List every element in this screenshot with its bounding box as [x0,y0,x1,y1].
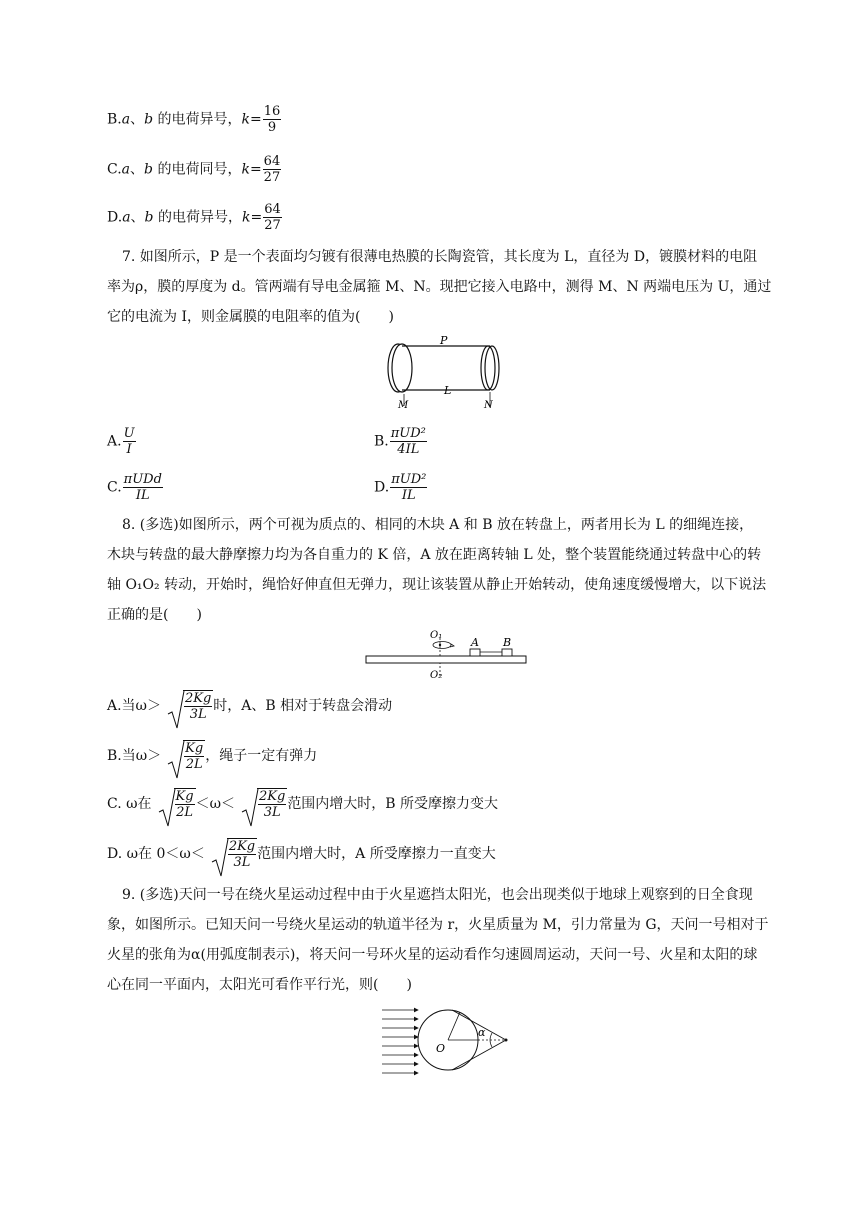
q7-figure-label-l: L [444,384,452,397]
q6-option-d: D.a、b 的电荷异号，k= $\frac{64}{27}$ [107,202,281,233]
q8-a-sqrt: $\frac{2Kg}{3L}$ [167,690,213,722]
q6-d-fraction: $\frac{64}{27}$ [264,202,281,233]
q8-figure-label-o2: O₂ [430,670,443,680]
q7-option-a: A. $\frac{U}{I}$ [107,426,135,457]
q8-c-sqrt-2: $\frac{2Kg}{3L}$ [241,788,287,820]
q7-stem-line-3: 它的电流为 I，则金属膜的电阻率的值为( ) [107,309,394,325]
q8-option-c: C. ω在 $\frac{Kg}{2L}$ ＜ω＜ $\frac{2Kg}{3L}$ 范围内增大时，B 所受摩擦力变大 [107,788,498,820]
q8-stem-line-2: 木块与转盘的最大静摩擦力均为各自重力的 K 倍，A 放在距离转轴 L 处，整个装置能绕通过转盘中心的转 [107,547,762,563]
q8-stem-line-1: 8. (多选)如图所示，两个可视为质点的、相同的木块 A 和 B 放在转盘上，两者用长为 L 的细绳连接， [122,517,754,533]
q9-mars-eclipse-figure [380,1002,520,1082]
q7-stem-line-1: 7. 如图所示，P 是一个表面均匀镀有很薄电热膜的长陶瓷管，其长度为 L，直径为 D，镀膜材料的电阻 [122,249,758,265]
q8-figure-label-b: B [503,636,512,649]
q7-option-b: B. $\frac{\text{πUD²}}{4IL}$ [374,426,426,457]
q7-figure-label-n: N [484,400,493,411]
q8-option-a: A.当ω＞ $\frac{2Kg}{3L}$ 时，A、B 相对于转盘会滑动 [107,690,392,722]
q9-stem-line-1: 9. (多选)天问一号在绕火星运动过程中由于火星遮挡太阳光，也会出现类似于地球上观察到的日全食现 [122,887,753,903]
q7-option-c: C. $\frac{\text{πUDd}}{IL}$ [107,472,162,503]
q8-stem-line-3: 轴 O₁O₂ 转动，开始时，绳恰好伸直但无弹力，现让该装置从静止开始转动，使角速度缓慢增大，以下说法 [107,577,767,593]
q7-figure-label-m: M [398,400,409,411]
q6-option-b: B.a、b 的电荷异号，k= $\frac{16}{9}$ [107,104,281,135]
q6-c-fraction: $\frac{64}{27}$ [263,154,281,185]
q6-b-fraction: $\frac{16}{9}$ [263,104,281,135]
q8-b-sqrt: $\frac{Kg}{2L}$ [167,740,205,772]
q8-option-d: D. ω在 0＜ω＜ $\frac{2Kg}{3L}$ 范围内增大时，A 所受摩擦力一直变大 [107,838,496,870]
q9-figure-label-alpha: α [478,1026,486,1039]
q8-stem-line-4: 正确的是( ) [107,607,202,623]
q9-stem-line-4: 心在同一平面内，太阳光可看作平行光，则( ) [107,977,412,993]
q7-ceramic-tube-figure [380,334,510,414]
q8-option-b: B.当ω＞ $\frac{Kg}{2L}$ ，绳子一定有弹力 [107,740,317,772]
q8-c-sqrt-1: $\frac{Kg}{2L}$ [158,788,196,820]
q8-d-sqrt: $\frac{2Kg}{3L}$ [211,838,257,870]
q7-option-d: D. $\frac{\text{πUD²}}{IL}$ [374,472,427,503]
q9-figure-label-o: O [436,1042,446,1055]
q9-stem-line-3: 火星的张角为α(用弧度制表示)，将天问一号环火星的运动看作匀速圆周运动，天问一号、火星和太阳的球 [107,947,758,963]
q7-stem-line-2: 率为ρ，膜的厚度为 d。管两端有导电金属箍 M、N。现把它接入电路中，测得 M、N 两端电压为 U，通过 [107,279,772,295]
q9-stem-line-2: 象，如图所示。已知天问一号绕火星运动的轨道半径为 r，火星质量为 M，引力常量为 G，天问一号相对于 [107,917,769,933]
q7-figure-label-p: P [440,334,448,347]
q8-turntable-figure [362,628,532,680]
q8-figure-label-o1: O₁ [430,630,443,641]
q8-figure-label-a: A [471,636,479,649]
q6-option-c: C.a、b 的电荷同号，k= $\frac{64}{27}$ [107,154,281,185]
